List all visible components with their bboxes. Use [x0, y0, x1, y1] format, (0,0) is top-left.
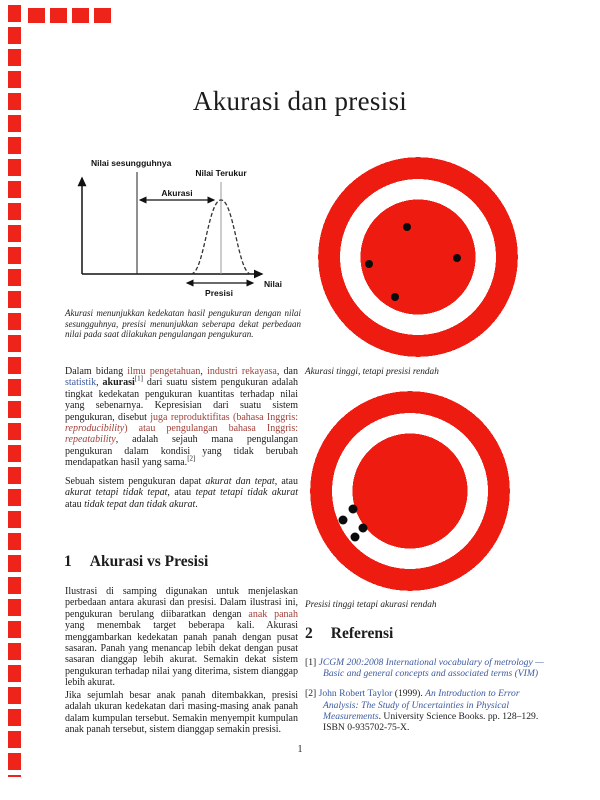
text-run: akurat tetapi tidak tepat [65, 487, 168, 499]
link[interactable]: industri rekayasa [207, 366, 277, 377]
section-number: 2 [305, 625, 313, 642]
arrow-hit-dot [403, 223, 411, 231]
reference-text [319, 688, 539, 733]
link[interactable]: juga reproduktifitas (bahasa Inggris: [150, 411, 299, 423]
text-run: akurat dan tepat [205, 476, 275, 487]
accuracy-precision-diagram [63, 146, 299, 308]
section-title: Akurasi vs Presisi [89, 553, 209, 570]
text-run: , [200, 366, 208, 377]
intro-paragraph-1 [65, 366, 298, 469]
link[interactable]: ilmu pengetahuan [127, 366, 201, 377]
link[interactable]: anak panah [248, 608, 298, 620]
section-title: Referensi [330, 625, 394, 642]
reference-1 [305, 657, 545, 679]
text-run: . University Science Books. pp. 128–129. ISBN 0-935702-75-X. [323, 710, 539, 734]
link[interactable]: statistik [65, 377, 97, 389]
figure-caption-2: Presisi tinggi tetapi akurasi rendah [305, 600, 437, 610]
red-dash-strip-top [28, 8, 114, 23]
citation-marker[interactable]: [2] [187, 454, 196, 463]
reference-text [319, 657, 544, 679]
label-accuracy: Akurasi [161, 188, 193, 198]
text-run: atau [65, 498, 85, 510]
reference-marker: [2] [305, 688, 317, 700]
arrow-hit-dot [359, 524, 368, 533]
references-list [305, 657, 545, 742]
citation-marker[interactable]: [1] [134, 375, 143, 384]
text-run: tepat tetapi tidak akurat [195, 487, 299, 499]
link[interactable]: JCGM 200:2008 International vocabulary of metrology — Basic and general concepts and associated terms (VIM) [318, 657, 544, 680]
text-run: yang menembak target beberapa kali. Akurasi menggambarkan kedekatan panah panah dengan pusat sasaran. Panah yang menancap lebih dekat dengan pusat sasaran dianggap lebih akurat. Semakin dekat sistem pengukuran terhadap nilai yang diterima, sistem dianggap lebih akurat. [65, 620, 298, 689]
arrow-hit-dot [351, 533, 360, 542]
intro-paragraph-2 [65, 476, 298, 510]
page-number: 1 [297, 744, 303, 755]
label-axis-value: Nilai [264, 279, 282, 289]
diagram-caption: Akurasi menunjukkan kedekatan hasil pengukuran dengan nilai sesungguhnya, presisi menunjukkan seberapa dekat perbedaan nilai pada saat dilakukan pengulangan pengukuran. [65, 308, 301, 340]
link[interactable]: reproducibility [65, 423, 125, 435]
section-number: 1 [64, 553, 72, 570]
label-true-value: Nilai sesungguhnya [91, 158, 172, 168]
link[interactable]: An Introduction to Error Analysis: The Study of Uncertainties in Physical Measurements [323, 688, 520, 722]
arrow-hit-dot [453, 254, 461, 262]
text-run: , dan [276, 366, 298, 377]
arrow-hit-dot [365, 260, 373, 268]
section1-paragraph-1 [65, 586, 298, 689]
arrow-hit-dot [349, 505, 358, 514]
text-run: , atau [167, 487, 196, 499]
page-title: Akurasi dan presisi [192, 86, 408, 116]
figure-caption-1: Akurasi tinggi, tetapi presisi rendah [305, 367, 439, 377]
reference-marker: [1] [305, 657, 317, 668]
label-measured-value: Nilai Terukur [195, 168, 247, 178]
text-run: Jika sejumlah besar anak panah ditembakkan, presisi adalah ukuran kedekatan dari masing-masing anak panah dalam kumpulan tersebut. Semakin menyempit kumpulan anak panah tersebut, sistem dianggap semakin presisi. [65, 690, 298, 736]
section-heading-2 [305, 625, 393, 643]
text-run: Dalam bidang [65, 366, 128, 377]
target-figure-high-precision [307, 388, 513, 594]
reference-2 [305, 688, 545, 733]
red-dash-strip-left [8, 5, 21, 777]
text-run: . [195, 498, 198, 510]
section1-paragraph-2 [65, 690, 298, 736]
text-run: , adalah sejauh mana pengulangan pengukuran dalam kondisi yang tidak berubah mendapatkan hasil yang sama. [65, 434, 298, 469]
arrow-hit-dot [391, 293, 399, 301]
text-run: , atau [274, 476, 298, 487]
text-run: Sebuah sistem pengukuran dapat [65, 476, 206, 487]
target-figure-high-accuracy [315, 154, 521, 360]
text-run: akurasi [102, 377, 135, 389]
link[interactable]: John Robert Taylor [318, 688, 393, 700]
section-heading-1 [64, 553, 208, 571]
text-run: Ilustrasi di samping digunakan untuk menjelaskan perbedaan antara akurasi dan presisi. Dalam ilustrasi ini, pengukuran berulang diibaratkan dengan [65, 586, 298, 620]
text-run: tidak tepat dan tidak akurat [84, 498, 196, 510]
arrow-hit-dot [339, 516, 348, 525]
text-run: , [96, 377, 103, 389]
label-precision: Presisi [205, 288, 233, 298]
link[interactable]: ) atau pengulangan bahasa Inggris: [124, 423, 298, 435]
text-run: (1999). [392, 688, 426, 700]
link[interactable]: repeatability [65, 434, 116, 446]
text-run: dari suatu sistem pengukuran adalah tingkat kedekatan pengukuran kuantitas terhadap nilai yang sebenarnya. Kepresisian dari suatu sistem pengukuran, disebut [65, 377, 299, 423]
